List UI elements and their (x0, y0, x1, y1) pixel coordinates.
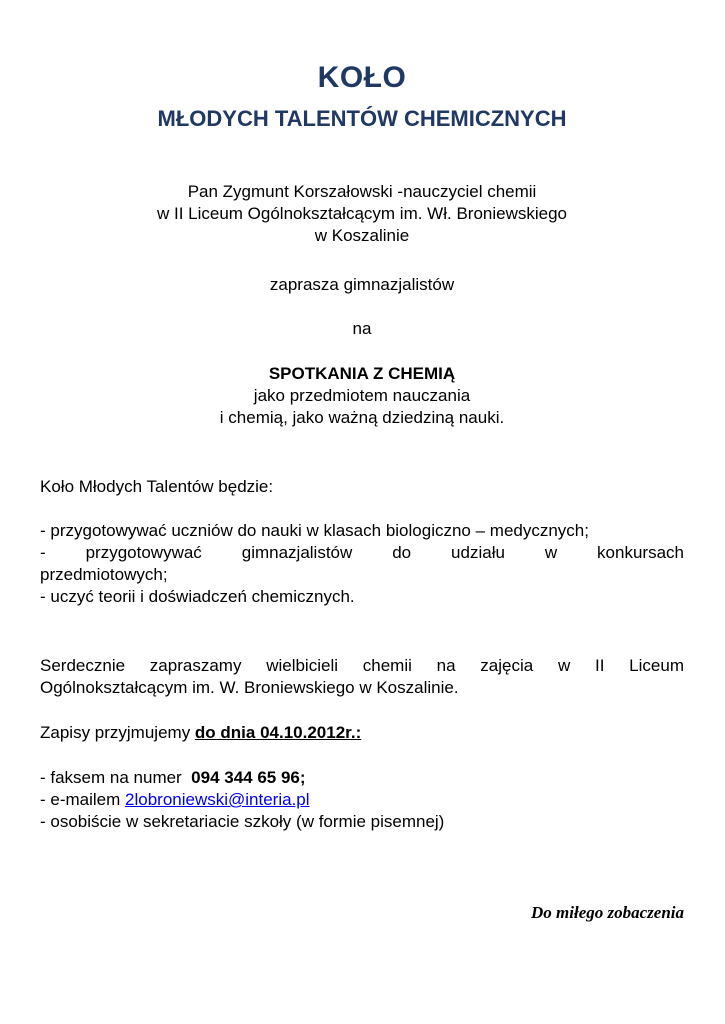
closing-signature: Do miłego zobaczenia (531, 903, 684, 922)
contact-fax (40, 767, 684, 789)
na-text: na (352, 319, 372, 338)
meetings-line-2: i chemią, jako ważną dziedziną nauki. (219, 408, 505, 427)
goal-item-1: - przygotowywać uczniów do nauki w klasach biologiczno – medycznych; (40, 521, 589, 540)
email-link[interactable]: 2lobroniewski@interia.pl (125, 790, 310, 809)
intro-line-2: w II Liceum Ogólnokształcącym im. Wł. Broniewskiego (156, 204, 568, 223)
contact-list (40, 767, 684, 833)
goals-list (40, 520, 684, 608)
email-prefix: - e-mailem (40, 790, 126, 809)
page-subtitle: MŁODYCH TALENTÓW CHEMICZNYCH (157, 106, 567, 131)
goal-item-2-line-1: - przygotowywać gimnazjalistów do udziału w konkursach (40, 543, 684, 562)
goal-item-2-line-2: przedmiotowych; (40, 565, 168, 584)
page-title: KOŁO (317, 61, 407, 94)
welcome-block (40, 655, 684, 699)
enrollment-prefix: Zapisy przyjmujemy (40, 723, 195, 742)
contact-email (40, 789, 684, 811)
meetings-title: SPOTKANIA Z CHEMIĄ (268, 364, 456, 383)
fax-number: 094 344 65 96; (191, 768, 306, 787)
enrollment-line (40, 722, 684, 744)
club-intro: Koło Młodych Talentów będzie: (40, 477, 274, 496)
fax-prefix: - faksem na numer (40, 768, 192, 787)
invite-text: zaprasza gimnazjalistów (269, 275, 455, 294)
intro-block (40, 181, 684, 247)
welcome-line-1: Serdecznie zapraszamy wielbicieli chemii na zajęcia w II Liceum (40, 656, 684, 675)
welcome-line-2: Ogólnokształcącym im. W. Broniewskiego w Koszalinie. (40, 678, 459, 697)
intro-line-3: w Koszalinie (314, 226, 410, 245)
document-page (40, 0, 684, 1024)
meetings-block (40, 363, 684, 429)
goal-item-3: - uczyć teorii i doświadczeń chemicznych. (40, 587, 355, 606)
contact-in-person: - osobiście w sekretariacie szkoły (w formie pisemnej) (40, 812, 445, 831)
intro-line-1: Pan Zygmunt Korszałowski -nauczyciel chemii (187, 182, 537, 201)
enrollment-deadline: do dnia 04.10.2012r.: (194, 723, 362, 742)
meetings-line-1: jako przedmiotem nauczania (253, 386, 471, 405)
